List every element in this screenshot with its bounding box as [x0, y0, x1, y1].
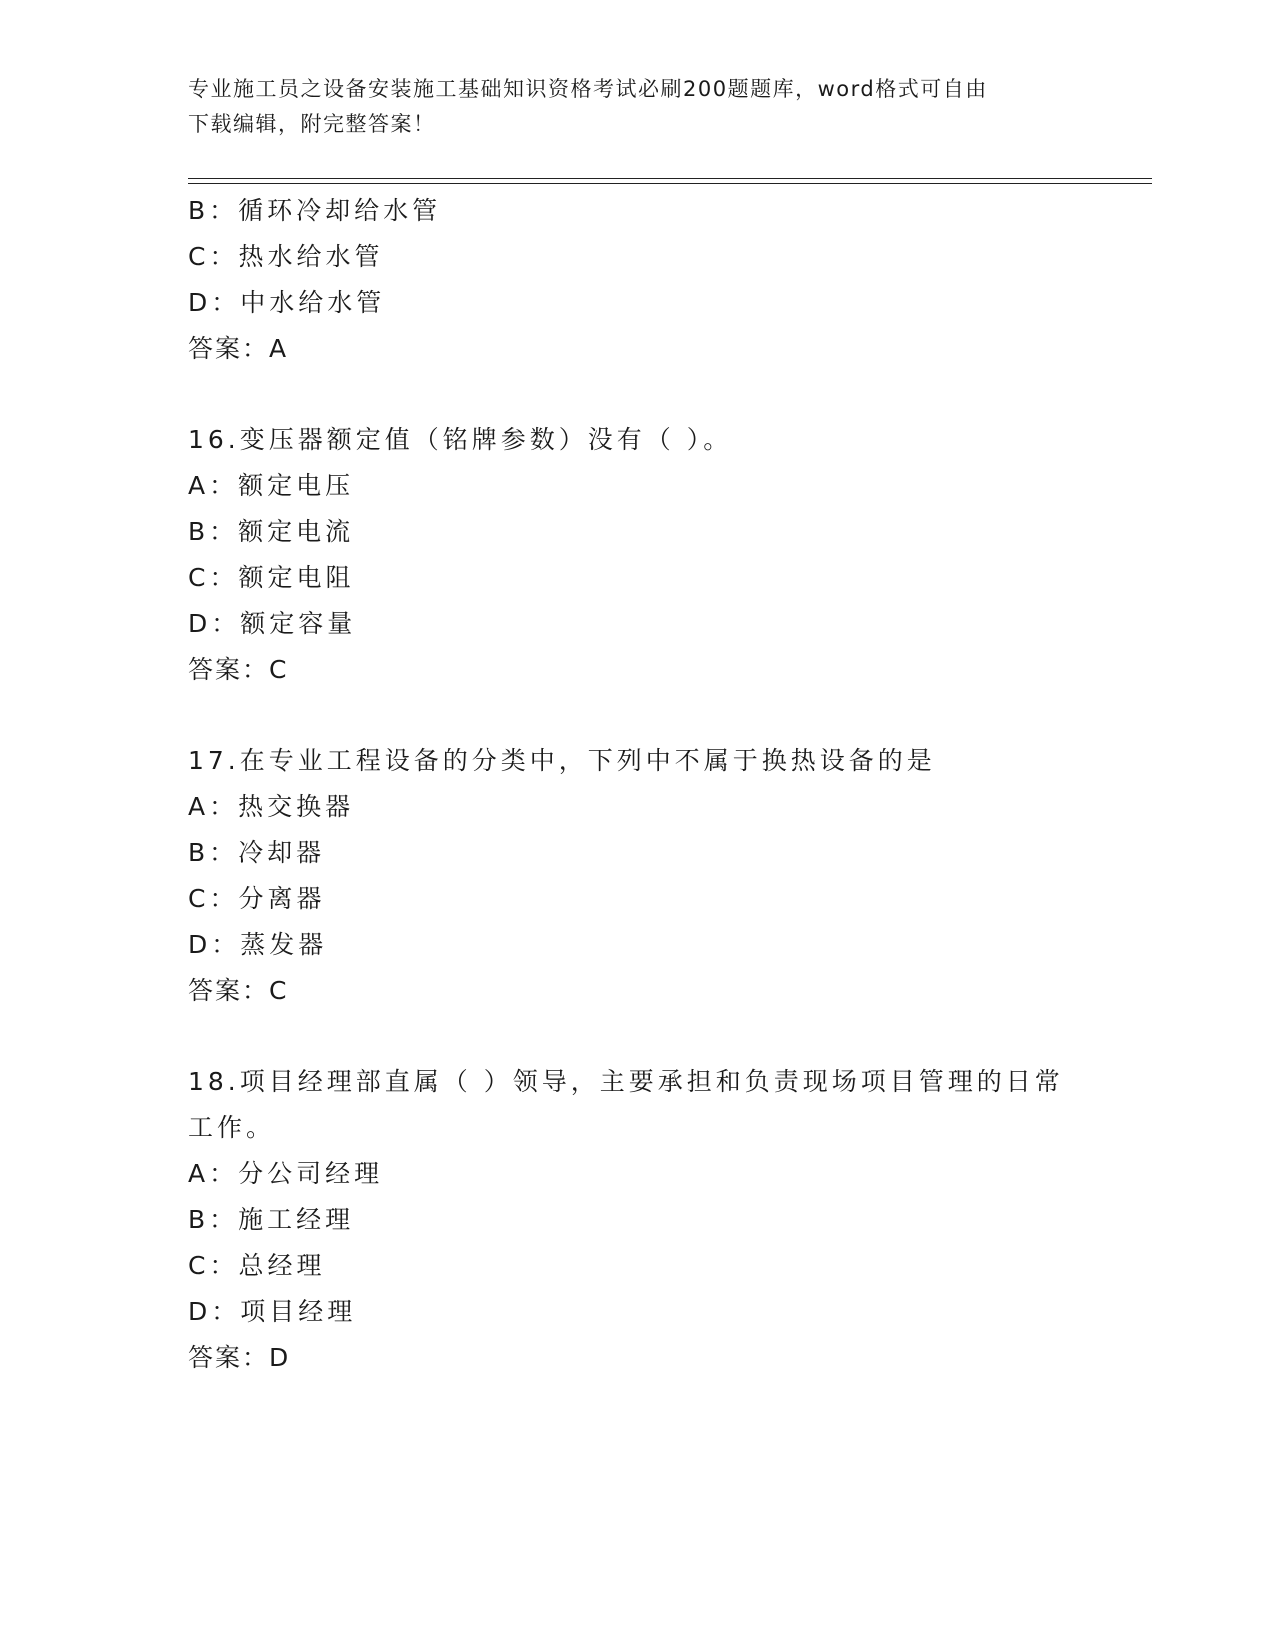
answer-line: 答案：C — [188, 655, 289, 684]
option-b: B：额定电流 — [188, 517, 355, 546]
spacer — [188, 693, 1068, 738]
question-15-continued — [188, 188, 1068, 372]
option-c: C：总经理 — [188, 1251, 326, 1280]
answer-line: 答案：C — [188, 976, 289, 1005]
option-b: B：循环冷却给水管 — [188, 196, 442, 225]
option-d: D：蒸发器 — [188, 930, 328, 959]
header-divider-bottom — [188, 183, 1152, 184]
question-text: 16.变压器额定值（铭牌参数）没有（ ）。 — [188, 425, 733, 454]
header-line-2: 下载编辑，附完整答案！ — [188, 112, 436, 136]
question-text-line-1: 18.项目经理部直属（ ）领导，主要承担和负责现场项目管理的日常 — [188, 1067, 1064, 1096]
question-18 — [188, 1059, 1068, 1381]
question-text: 17.在专业工程设备的分类中，下列中不属于换热设备的是 — [188, 746, 936, 775]
option-d: D：中水给水管 — [188, 288, 386, 317]
option-a: A：额定电压 — [188, 471, 355, 500]
option-c: C：分离器 — [188, 884, 326, 913]
option-d: D：项目经理 — [188, 1297, 357, 1326]
question-list — [188, 188, 1068, 1381]
header-line-1: 专业施工员之设备安装施工基础知识资格考试必刷200题题库，word格式可自由 — [188, 77, 988, 101]
header-divider-top — [188, 178, 1152, 179]
question-text-line-2: 工作。 — [188, 1113, 276, 1142]
option-a: A：热交换器 — [188, 792, 355, 821]
spacer — [188, 372, 1068, 417]
question-16 — [188, 417, 1068, 693]
option-b: B：冷却器 — [188, 838, 326, 867]
option-b: B：施工经理 — [188, 1205, 355, 1234]
document-header — [188, 72, 1068, 142]
spacer — [188, 1014, 1068, 1059]
option-a: A：分公司经理 — [188, 1159, 384, 1188]
option-c: C：额定电阻 — [188, 563, 355, 592]
answer-line: 答案：D — [188, 1343, 291, 1372]
question-17 — [188, 738, 1068, 1014]
answer-line: 答案：A — [188, 334, 289, 363]
option-c: C：热水给水管 — [188, 242, 384, 271]
option-d: D：额定容量 — [188, 609, 357, 638]
